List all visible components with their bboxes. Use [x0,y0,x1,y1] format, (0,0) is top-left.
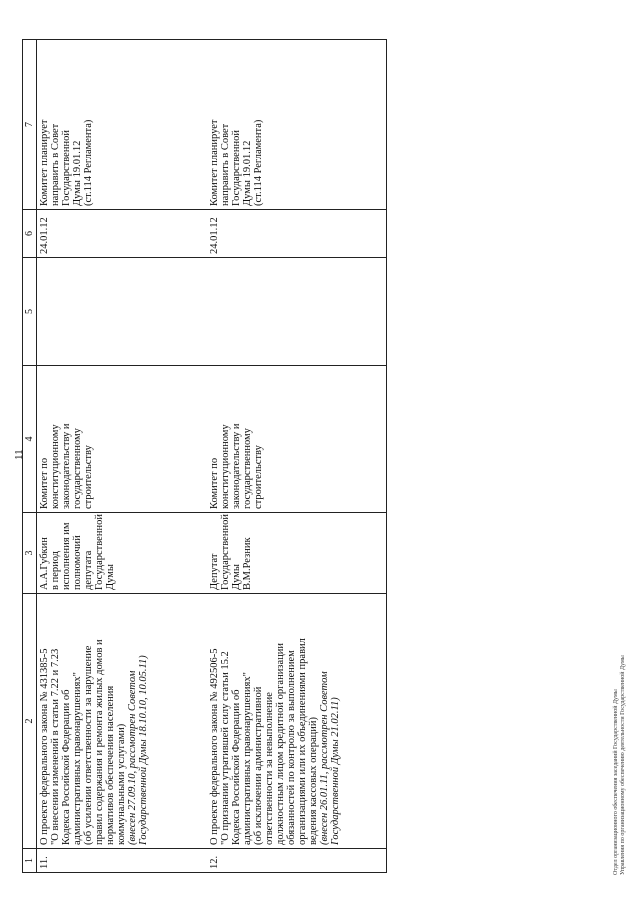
committee-line: конституционному [50,424,61,509]
author-line: А.А.Губкин [39,537,50,590]
author-line: исполнения им [61,522,72,590]
note-line: (ст.114 Регламента) [252,119,264,206]
note-line: Комитет планирует [39,119,50,206]
committee-line: государственному [72,428,83,509]
bill-title [207,594,387,849]
bill-title-line: административных правонарушениях" [72,672,83,845]
bill-title-line: обязанностей по контролю за выполнением [285,650,297,845]
committee-line: законодательству и [230,423,242,509]
author-line: Депутат [208,553,220,590]
bill-title-line: коммунальными услугами) [116,723,127,845]
note-cell [37,40,207,210]
note-line: направить в Совет [219,123,231,206]
note-line: направить в Совет [50,123,61,206]
bill-history-line: Государственной Думы 18.10.10, 10.05.11) [138,655,149,845]
header-col-3: 3 [23,513,37,594]
note-line: Комитет планирует [208,119,220,206]
bill-title-line: О проекте федерального закона № 492506-5 [208,648,220,845]
author-line: Думы [230,564,242,590]
committee-line: Комитет по [208,457,220,509]
bills-table [22,39,387,873]
committee-line: законодательству и [61,423,72,509]
committee-line: строительству [83,445,94,509]
author-line: в период [50,550,61,590]
bill-title-line: нормативов обеспечения населения [105,685,116,845]
committee [207,366,387,513]
footer-line: Управления по организационному обеспечению деятельности Государственной Думы [620,655,626,875]
author-line: Думы [105,564,116,590]
bill-author [37,513,207,594]
col5-cell [207,258,387,366]
bill-title [37,594,207,849]
bill-title-line: Кодекса Российской Федерации об [61,689,72,845]
author-line: полномочий [72,535,83,590]
bill-title-line: (об исключении административной [252,686,264,845]
bill-history-line: Государственной Думы 21.02.11) [329,697,341,845]
header-col-7: 7 [23,40,37,210]
bill-title-line: О проекте федерального закона № 431385-5 [39,648,50,845]
header-col-6: 6 [23,210,37,258]
bill-title-line: должностным лицом кредитной организации [274,643,286,845]
date-cell: 24.01.12 [37,210,207,258]
committee-line: Комитет по [39,457,50,509]
author-line: В.М.Резник [241,537,253,590]
committee-line: государственному [241,428,253,509]
header-col-1: 1 [23,849,37,873]
header-row [23,40,37,873]
committee-line: строительству [252,445,264,509]
note-line: Государственной [230,130,242,206]
col5-cell [37,258,207,366]
note-line: Думы 19.01.12 [72,140,83,206]
committee [37,366,207,513]
committee-line: конституционному [219,424,231,509]
bill-title-line: ведения кассовых операций) [307,717,319,845]
bill-title-line: Кодекса Российской Федерации об [230,689,242,845]
bill-title-line: правил содержания и ремонта жилых домов и [94,639,105,845]
header-col-4: 4 [23,366,37,513]
row-number: 11. [37,849,207,873]
footer [613,655,627,875]
bill-title-line: административных правонарушениях" [241,672,253,845]
bill-title-line: "О внесении изменений в статьи 7.22 и 7.23 [50,648,61,845]
bill-title-line: ответственности за невыполнение [263,692,275,845]
bill-title-line: организациями или их объединениями правил [296,638,308,845]
bill-title-line: (об усилении ответственности за нарушение [83,645,94,845]
page-number: 11 [13,449,25,460]
date-cell: 24.01.12 [207,210,387,258]
header-col-5: 5 [23,258,37,366]
bill-title-line: "О признании утратившей силу статьи 15.2 [219,651,231,845]
header-col-2: 2 [23,594,37,849]
table-row [37,40,207,873]
row-number: 12. [207,849,387,873]
author-line: Государственной [94,514,105,590]
note-line: (ст.114 Регламента) [83,119,94,206]
note-line: Государственной [61,130,72,206]
note-line: Думы 19.01.12 [241,140,253,206]
bill-author [207,513,387,594]
author-line: Государственной [219,514,231,590]
note-cell [207,40,387,210]
table-row [207,40,387,873]
footer-line: Отдел организационного обеспечения заседаний Государственной Думы [613,689,619,875]
bill-history-line: (внесен 26.01.11, рассмотрен Советом [318,671,330,845]
bill-history-line: (внесен 27.09.10, рассмотрен Советом [127,670,138,845]
author-line: депутата [83,550,94,590]
